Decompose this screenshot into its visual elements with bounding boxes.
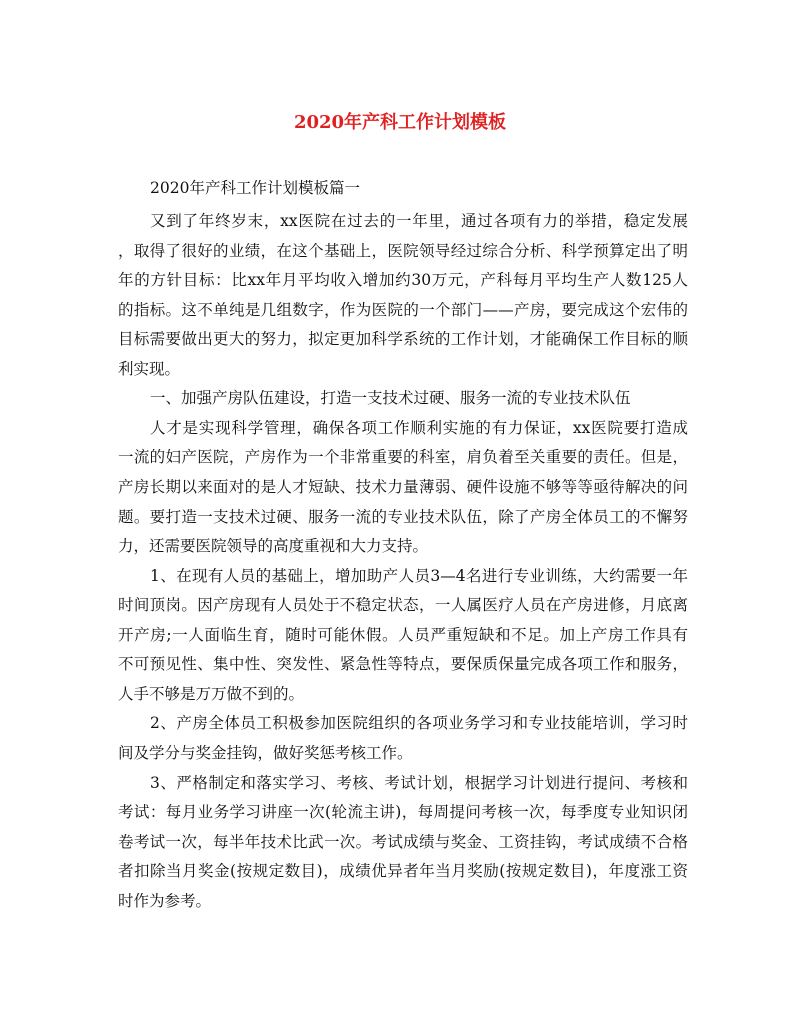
paragraph-line: 考试：每月业务学习讲座一次(轮流主讲)，每周提问考核一次，每季度专业知识闭 (118, 803, 688, 821)
paragraph-line: 人才是实现科学管理，确保各项工作顺利实施的有力保证，xx医院要打造成 (150, 418, 688, 437)
paragraph-line: 者扣除当月奖金(按规定数目)，成绩优异者年当月奖励(按规定数目)，年度涨工资 (118, 862, 688, 881)
paragraph-line: 时间顶岗。因产房现有人员处于不稳定状态，一人属医疗人员在产房进修，月底离 (118, 596, 688, 615)
paragraph-line: 间及学分与奖金挂钩，做好奖惩考核工作。 (118, 743, 413, 762)
paragraph-line: 目标需要做出更大的努力，拟定更加科学系统的工作计划，才能确保工作目标的顺 (118, 330, 688, 349)
paragraph-line: 一流的妇产医院，产房作为一个非常重要的科室，肩负着至关重要的责任。但是， (118, 448, 688, 467)
paragraph-line: 的指标。这不单纯是几组数字，作为医院的一个部门——产房，要完成这个宏伟的 (118, 300, 688, 319)
paragraph-line: 时作为参考。 (118, 891, 212, 910)
paragraph-line: ，取得了很好的业绩，在这个基础上，医院领导经过综合分析、科学预算定出了明 (118, 241, 688, 260)
paragraph-line: 不可预见性、集中性、突发性、紧急性等特点，要保质保量完成各项工作和服务， (118, 655, 688, 674)
paragraph-line: 年的方针目标：比xx年月平均收入增加约30万元，产科每月平均生产人数125人 (118, 271, 688, 290)
paragraph-line: 3、严格制定和落实学习、考核、考试计划，根据学习计划进行提问、考核和 (150, 773, 688, 792)
paragraph-line: 人手不够是万万做不到的。 (118, 684, 305, 703)
paragraph-line: 又到了年终岁末，xx医院在过去的一年里，通过各项有力的举措，稳定发展 (150, 212, 688, 230)
paragraph-line: 开产房;一人面临生育，随时可能休假。人员严重短缺和不足。加上产房工作具有 (118, 625, 688, 644)
paragraph-line: 一、加强产房队伍建设，打造一支技术过硬、服务一流的专业技术队伍 (150, 389, 631, 408)
document-title: 2020年产科工作计划模板 (293, 112, 507, 133)
section-heading: 2020年产科工作计划模板篇一 (150, 179, 360, 197)
paragraph-line: 题。要打造一支技术过硬、服务一流的专业技术队伍，除了产房全体员工的不懈努 (118, 507, 688, 526)
paragraph-line: 2、产房全体员工积极参加医院组织的各项业务学习和专业技能培训，学习时 (150, 714, 688, 733)
paragraph-line: 利实现。 (118, 359, 181, 378)
paragraph-line: 力，还需要医院领导的高度重视和大力支持。 (118, 537, 429, 555)
paragraph-line: 卷考试一次，每半年技术比武一次。考试成绩与奖金、工资挂钩，考试成绩不合格 (118, 832, 688, 851)
paragraph-line: 产房长期以来面对的是人才短缺、技术力量薄弱、硬件设施不够等等亟待解决的问 (118, 477, 688, 496)
paragraph-line: 1、在现有人员的基础上，增加助产人员3—4名进行专业训练，大约需要一年 (150, 566, 688, 585)
